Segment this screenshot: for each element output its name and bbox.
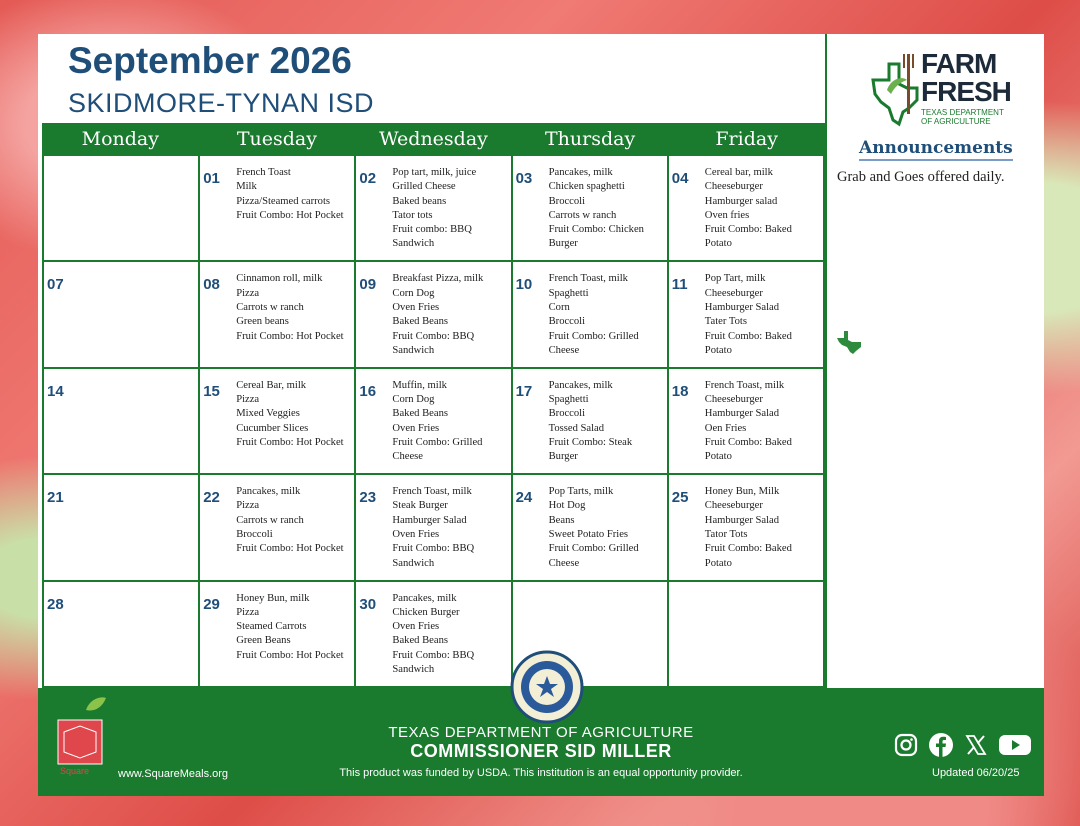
menu-item: Fruit Combo: Grilled Cheese bbox=[548, 330, 639, 356]
menu-item: Carrots w ranch bbox=[236, 514, 304, 526]
department-name: TEXAS DEPARTMENT OF AGRICULTURE bbox=[388, 724, 694, 741]
calendar-day-cell bbox=[44, 156, 200, 262]
menu-item: Fruit Combo: BBQ Sandwich bbox=[392, 543, 475, 569]
calendar-day-cell bbox=[44, 262, 200, 368]
calendar-day-cell bbox=[669, 369, 825, 475]
updated-date: Updated 06/20/25 bbox=[932, 767, 1020, 779]
day-number: 23 bbox=[359, 489, 377, 507]
square-meals-wordmark: Square bbox=[60, 766, 90, 776]
menu-item: Pizza bbox=[236, 606, 260, 618]
calendar-day-cell bbox=[356, 156, 512, 262]
logo-subtext-line2: OF AGRICULTURE bbox=[921, 117, 991, 126]
footer bbox=[38, 688, 1044, 796]
menu-item: Tater Tots bbox=[704, 316, 747, 328]
calendar-day-cell bbox=[44, 475, 200, 581]
menu-item: French Toast, milk bbox=[704, 379, 785, 391]
menu-items bbox=[549, 485, 663, 571]
menu-items bbox=[705, 272, 819, 358]
menu-item: Fruit Combo: BBQ Sandwich bbox=[392, 649, 475, 676]
menu-item: Pancakes, milk bbox=[548, 167, 613, 178]
menu-item: Steamed Carrots bbox=[236, 621, 307, 633]
menu-item: Baked Beans bbox=[392, 408, 448, 420]
menu-item: Tator tots bbox=[392, 209, 433, 221]
menu-item: Fruit Combo: Baked Potato bbox=[704, 436, 792, 463]
menu-item: Fruit Combo: Hot Pocket bbox=[236, 209, 344, 221]
menu-items bbox=[392, 379, 506, 465]
menu-items bbox=[705, 166, 819, 252]
menu-item: Fruit Combo: Hot Pocket bbox=[236, 436, 344, 448]
day-number: 01 bbox=[203, 170, 220, 187]
calendar-day-cell bbox=[356, 475, 512, 581]
calendar-day-cell bbox=[200, 369, 356, 475]
district-name: SKIDMORE-TYNAN ISD bbox=[68, 88, 375, 118]
menu-item: Oven Fries bbox=[392, 422, 440, 434]
menu-items bbox=[236, 166, 350, 223]
menu-item: Pizza bbox=[236, 287, 260, 299]
menu-item: Oven fries bbox=[704, 209, 750, 221]
farm-fresh-logo bbox=[867, 48, 1011, 130]
day-number: 04 bbox=[671, 170, 689, 187]
menu-items bbox=[392, 166, 506, 252]
menu-item: Oven Fries bbox=[392, 621, 440, 633]
logo-subtext-line1: TEXAS DEPARTMENT bbox=[921, 108, 1004, 117]
menu-item: Chicken Burger bbox=[392, 606, 460, 618]
calendar-day-cell bbox=[356, 369, 512, 475]
menu-item: Fruit Combo: Chicken Burger bbox=[548, 224, 644, 250]
menu-item: Cinnamon roll, milk bbox=[236, 273, 323, 285]
menu-item: Pizza/Steamed carrots bbox=[236, 195, 331, 207]
menu-item: Green Beans bbox=[236, 635, 291, 647]
menu-item: Breakfast Pizza, milk bbox=[392, 273, 484, 285]
weekday-friday: Friday bbox=[715, 128, 778, 150]
day-number: 24 bbox=[515, 489, 533, 507]
menu-item: Pancakes, milk bbox=[548, 379, 613, 391]
menu-item: French Toast, milk bbox=[548, 273, 628, 285]
menu-item: Baked Beans bbox=[392, 635, 448, 647]
day-number: 21 bbox=[47, 489, 64, 507]
day-number: 29 bbox=[203, 595, 220, 613]
weekday-wednesday: Wednesday bbox=[379, 128, 488, 150]
menu-item: Pop tart, milk, juice bbox=[392, 167, 477, 178]
calendar-day-cell bbox=[513, 262, 669, 368]
menu-item: Hamburger salad bbox=[704, 195, 778, 207]
day-number: 02 bbox=[359, 170, 377, 187]
day-number: 03 bbox=[515, 170, 533, 187]
menu-item: Broccoli bbox=[548, 408, 586, 420]
page-title: September 2026 bbox=[68, 40, 352, 81]
calendar-day-cell bbox=[44, 582, 200, 688]
social-links bbox=[894, 732, 1032, 758]
announcements-text: Grab and Goes offered daily. bbox=[837, 169, 1005, 185]
menu-item: Fruit Combo: Grilled Cheese bbox=[548, 543, 639, 569]
menu-item: Fruit Combo: Baked Potato bbox=[704, 224, 792, 250]
texas-shape-icon bbox=[835, 330, 863, 356]
menu-items bbox=[549, 166, 663, 252]
menu-item: Sweet Potato Fries bbox=[548, 529, 629, 541]
menu-items bbox=[549, 272, 663, 358]
menu-item: Beans bbox=[548, 514, 575, 526]
menu-item: Spaghetti bbox=[548, 394, 589, 406]
day-number: 11 bbox=[671, 276, 688, 294]
menu-item: Spaghetti bbox=[548, 287, 589, 299]
menu-item: Hamburger Salad bbox=[704, 301, 780, 313]
calendar-day-cell bbox=[669, 262, 825, 368]
menu-item: Hamburger Salad bbox=[704, 408, 780, 420]
menu-item: Cheeseburger bbox=[704, 181, 763, 193]
instagram-icon[interactable] bbox=[894, 733, 918, 757]
menu-item: Steak Burger bbox=[392, 500, 448, 512]
department-seal bbox=[510, 650, 584, 724]
menu-items bbox=[392, 592, 506, 678]
logo-subtext bbox=[921, 108, 1004, 126]
menu-item: Tator Tots bbox=[704, 529, 748, 541]
menu-items bbox=[705, 379, 819, 465]
menu-item: Fruit Combo: Hot Pocket bbox=[236, 330, 344, 342]
calendar-day-cell bbox=[200, 475, 356, 581]
menu-item: Oven Fries bbox=[392, 529, 440, 541]
menu-items bbox=[392, 485, 506, 571]
menu-items bbox=[236, 379, 350, 450]
menu-item: Milk bbox=[236, 181, 257, 193]
youtube-icon[interactable] bbox=[998, 733, 1032, 757]
menu-item: Muffin, milk bbox=[392, 379, 447, 391]
menu-item: Corn bbox=[548, 301, 570, 313]
menu-item: Oen Fries bbox=[704, 422, 747, 434]
menu-item: Mixed Veggies bbox=[236, 408, 300, 420]
menu-item: Green beans bbox=[236, 316, 289, 328]
calendar-day-cell bbox=[200, 262, 356, 368]
day-number: 30 bbox=[359, 595, 377, 613]
menu-item: Carrots w ranch bbox=[548, 209, 617, 221]
weekday-thursday: Thursday bbox=[544, 128, 636, 150]
menu-item: Fruit Combo: Baked Potato bbox=[704, 330, 792, 356]
calendar bbox=[42, 123, 825, 688]
menu-items bbox=[236, 485, 350, 556]
texas-map-icon bbox=[867, 50, 923, 130]
calendar-day-cell bbox=[356, 262, 512, 368]
day-number: 22 bbox=[203, 489, 220, 507]
calendar-grid bbox=[42, 155, 825, 688]
menu-item: Pizza bbox=[236, 394, 260, 406]
calendar-day-cell bbox=[513, 369, 669, 475]
menu-item: Hamburger Salad bbox=[392, 514, 467, 526]
day-number: 14 bbox=[47, 382, 64, 400]
menu-item: French Toast, milk bbox=[392, 486, 472, 498]
calendar-day-cell bbox=[200, 582, 356, 688]
calendar-day-cell bbox=[513, 475, 669, 581]
square-meals-link[interactable]: www.SquareMeals.org bbox=[118, 768, 229, 780]
day-number: 25 bbox=[671, 489, 689, 507]
announcements-panel bbox=[825, 34, 1044, 688]
menu-item: Honey Bun, milk bbox=[236, 592, 310, 604]
day-number: 15 bbox=[203, 382, 220, 400]
menu-item: Cucumber Slices bbox=[236, 422, 309, 434]
menu-item: Pizza bbox=[236, 500, 260, 512]
menu-item: Baked Beans bbox=[392, 316, 448, 328]
menu-item: Tossed Salad bbox=[548, 422, 605, 434]
menu-items bbox=[549, 379, 663, 465]
calendar-day-cell bbox=[669, 156, 825, 262]
weekday-header bbox=[42, 123, 825, 155]
day-number: 09 bbox=[359, 276, 377, 294]
menu-item: Fruit Combo: Grilled Cheese bbox=[392, 436, 483, 463]
menu-item: Corn Dog bbox=[392, 394, 435, 406]
calendar-day-cell bbox=[669, 475, 825, 581]
menu-item: Honey Bun, Milk bbox=[704, 486, 780, 498]
menu-item: French Toast bbox=[236, 167, 291, 178]
menu-item: Cereal bar, milk bbox=[704, 167, 773, 178]
calendar-day-cell bbox=[44, 369, 200, 475]
menu-item: Fruit Combo: Hot Pocket bbox=[236, 649, 344, 661]
menu-calendar-sheet bbox=[38, 34, 1044, 796]
menu-item: Chicken spaghetti bbox=[548, 181, 625, 193]
menu-item: Hamburger Salad bbox=[704, 514, 780, 526]
logo-text-farm: FARM bbox=[921, 48, 997, 79]
menu-items bbox=[236, 592, 350, 663]
usda-disclaimer: This product was funded by USDA. This institution is an equal opportunity provider. bbox=[339, 767, 743, 779]
announcements-heading: Announcements bbox=[859, 138, 1013, 161]
menu-item: Pop Tarts, milk bbox=[548, 486, 614, 498]
menu-item: Pancakes, milk bbox=[392, 592, 457, 604]
day-number: 08 bbox=[203, 276, 220, 294]
commissioner-name: COMMISSIONER SID MILLER bbox=[410, 741, 672, 761]
menu-item: Broccoli bbox=[236, 529, 273, 541]
weekday-monday: Monday bbox=[81, 128, 159, 150]
menu-item: Baked beans bbox=[392, 195, 447, 207]
calendar-day-cell bbox=[200, 156, 356, 262]
facebook-icon[interactable] bbox=[928, 732, 954, 758]
day-number: 28 bbox=[47, 595, 64, 613]
weekday-tuesday: Tuesday bbox=[236, 128, 317, 150]
calendar-day-cell bbox=[513, 156, 669, 262]
menu-item: Pop Tart, milk bbox=[704, 273, 766, 285]
menu-items bbox=[705, 485, 819, 571]
menu-item: Fruit combo: BBQ Sandwich bbox=[392, 224, 472, 250]
menu-item: Fruit Combo: Baked Potato bbox=[704, 543, 792, 569]
menu-item: Pancakes, milk bbox=[236, 486, 301, 498]
menu-item: Grilled Cheese bbox=[392, 181, 456, 193]
calendar-day-cell bbox=[356, 582, 512, 688]
calendar-day-cell bbox=[669, 582, 825, 688]
day-number: 07 bbox=[47, 276, 64, 294]
menu-item: Fruit Combo: Steak Burger bbox=[548, 436, 633, 463]
menu-item: Broccoli bbox=[548, 195, 586, 207]
menu-item: Cheeseburger bbox=[704, 500, 763, 512]
menu-item: Cheeseburger bbox=[704, 287, 763, 299]
menu-item: Hot Dog bbox=[548, 500, 586, 512]
menu-item: Oven Fries bbox=[392, 301, 440, 313]
menu-item: Cereal Bar, milk bbox=[236, 379, 307, 391]
x-icon[interactable] bbox=[964, 733, 988, 757]
menu-item: Fruit Combo: Hot Pocket bbox=[236, 543, 344, 555]
menu-item: Fruit Combo: BBQ Sandwich bbox=[392, 330, 475, 356]
logo-text-fresh: FRESH bbox=[921, 76, 1011, 107]
day-number: 10 bbox=[515, 276, 533, 294]
menu-item: Cheeseburger bbox=[704, 394, 763, 406]
menu-item: Broccoli bbox=[548, 316, 586, 328]
menu-item: Carrots w ranch bbox=[236, 301, 304, 313]
day-number: 16 bbox=[359, 382, 377, 400]
day-number: 18 bbox=[671, 382, 689, 400]
menu-items bbox=[392, 272, 506, 358]
day-number: 17 bbox=[515, 382, 533, 400]
menu-items bbox=[236, 272, 350, 343]
menu-item: Corn Dog bbox=[392, 287, 435, 299]
